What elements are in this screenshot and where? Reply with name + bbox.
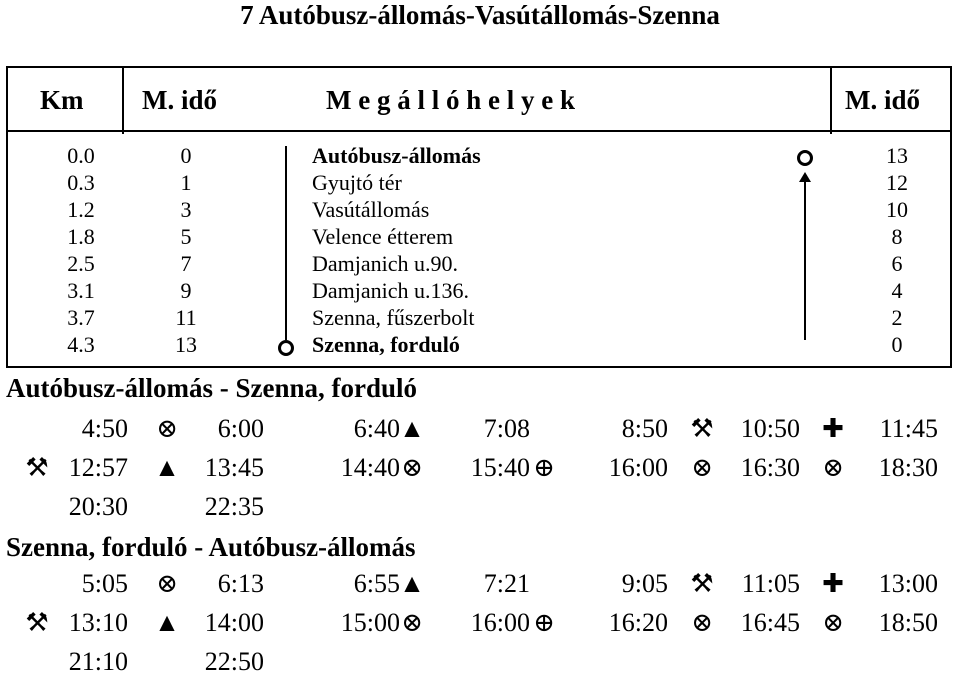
stop-name: Damjanich u.90. xyxy=(312,251,459,276)
header-time-right: M. idő xyxy=(845,85,921,115)
school-day-icon: ⊗ xyxy=(401,608,423,637)
workday-icon: ⚒ xyxy=(25,453,49,482)
stop-name: Gyujtó tér xyxy=(312,170,402,195)
departure-time: 21:10 xyxy=(68,647,128,676)
stop-km: 3.7 xyxy=(67,305,95,330)
stop-km: 3.1 xyxy=(67,278,95,303)
school-day-icon: ⊗ xyxy=(401,453,423,482)
circle-plus-icon: ⊕ xyxy=(533,608,555,637)
triangle-icon: ▲ xyxy=(399,569,425,598)
header-time-left: M. idő xyxy=(142,85,218,115)
stop-name: Damjanich u.136. xyxy=(312,278,470,303)
school-day-icon: ⊗ xyxy=(156,569,178,598)
departure-time: 13:10 xyxy=(68,608,128,637)
stop-minutes-back: 6 xyxy=(891,251,903,276)
stop-minutes-out: 1 xyxy=(180,170,192,195)
departure-time: 4:50 xyxy=(81,414,128,443)
departure-time: 7:21 xyxy=(483,569,530,598)
stop-minutes-out: 9 xyxy=(180,278,192,303)
sunday-icon: ✚ xyxy=(822,569,844,598)
stop-minutes-back: 4 xyxy=(891,278,903,303)
sunday-icon: ✚ xyxy=(822,414,844,443)
stop-minutes-back: 13 xyxy=(886,143,908,168)
departure-time: 5:05 xyxy=(81,569,128,598)
school-day-icon: ⊗ xyxy=(691,608,713,637)
departure-time: 8:50 xyxy=(621,414,668,443)
departure-time: 11:05 xyxy=(741,569,800,598)
stop-name: Szenna, forduló xyxy=(312,332,460,357)
stop-minutes-out: 0 xyxy=(180,143,192,168)
workday-icon: ⚒ xyxy=(690,414,714,443)
stop-km: 4.3 xyxy=(67,332,95,357)
stop-km: 1.8 xyxy=(67,224,95,249)
stop-minutes-out: 3 xyxy=(180,197,192,222)
column-divider xyxy=(122,68,124,134)
header-km: Km xyxy=(40,85,84,115)
stop-minutes-back: 0 xyxy=(891,332,903,357)
triangle-icon: ▲ xyxy=(154,453,180,482)
departure-time: 16:30 xyxy=(740,453,800,482)
departure-time: 13:00 xyxy=(878,569,938,598)
page-title: 7 Autóbusz-állomás-Vasútállomás-Szenna xyxy=(240,0,720,30)
departure-time: 6:40 xyxy=(353,414,400,443)
departure-time: 14:00 xyxy=(204,608,264,637)
departure-time: 6:00 xyxy=(217,414,264,443)
departure-time: 13:45 xyxy=(204,453,264,482)
departure-time: 6:55 xyxy=(353,569,400,598)
stop-name: Autóbusz-állomás xyxy=(312,143,481,168)
departure-time: 15:40 xyxy=(470,453,530,482)
section-title-return: Szenna, forduló - Autóbusz-állomás xyxy=(6,532,416,562)
header-divider xyxy=(6,130,952,132)
stop-km: 1.2 xyxy=(67,197,95,222)
triangle-icon: ▲ xyxy=(154,608,180,637)
departure-time: 6:13 xyxy=(217,569,264,598)
stop-km: 2.5 xyxy=(67,251,95,276)
departure-time: 16:00 xyxy=(470,608,530,637)
section-title-outbound: Autóbusz-állomás - Szenna, forduló xyxy=(6,373,418,403)
school-day-icon: ⊗ xyxy=(822,453,844,482)
school-day-icon: ⊗ xyxy=(691,453,713,482)
departure-time: 14:40 xyxy=(340,453,400,482)
stop-minutes-out: 13 xyxy=(175,332,197,357)
school-day-icon: ⊗ xyxy=(156,414,178,443)
stop-name: Szenna, fűszerbolt xyxy=(312,305,475,330)
stop-name: Vasútállomás xyxy=(312,197,430,222)
stop-minutes-back: 12 xyxy=(886,170,908,195)
departure-time: 16:45 xyxy=(740,608,800,637)
departure-time: 20:30 xyxy=(68,492,128,521)
departure-time: 18:30 xyxy=(878,453,938,482)
departure-time: 9:05 xyxy=(621,569,668,598)
stop-km: 0.3 xyxy=(67,170,95,195)
departure-time: 22:35 xyxy=(204,492,264,521)
triangle-icon: ▲ xyxy=(399,414,425,443)
circle-plus-icon: ⊕ xyxy=(533,453,555,482)
stop-minutes-out: 11 xyxy=(175,305,197,330)
departure-time: 22:50 xyxy=(204,647,264,676)
departure-time: 16:20 xyxy=(608,608,668,637)
stop-minutes-back: 10 xyxy=(886,197,908,222)
departure-time: 15:00 xyxy=(340,608,400,637)
stop-km: 0.0 xyxy=(67,143,95,168)
school-day-icon: ⊗ xyxy=(822,608,844,637)
stop-minutes-out: 7 xyxy=(180,251,192,276)
stop-minutes-out: 5 xyxy=(180,224,192,249)
column-divider xyxy=(830,68,832,134)
departure-time: 16:00 xyxy=(608,453,668,482)
departure-time: 7:08 xyxy=(483,414,530,443)
workday-icon: ⚒ xyxy=(25,608,49,637)
stop-minutes-back: 8 xyxy=(891,224,903,249)
departure-time: 18:50 xyxy=(878,608,938,637)
stop-name: Velence étterem xyxy=(312,224,454,249)
departure-time: 11:45 xyxy=(879,414,938,443)
workday-icon: ⚒ xyxy=(690,569,714,598)
departure-time: 12:57 xyxy=(68,453,128,482)
header-stops: M e g á l l ó h e l y e k xyxy=(326,85,575,115)
stop-minutes-back: 2 xyxy=(891,305,903,330)
departure-time: 10:50 xyxy=(740,414,800,443)
